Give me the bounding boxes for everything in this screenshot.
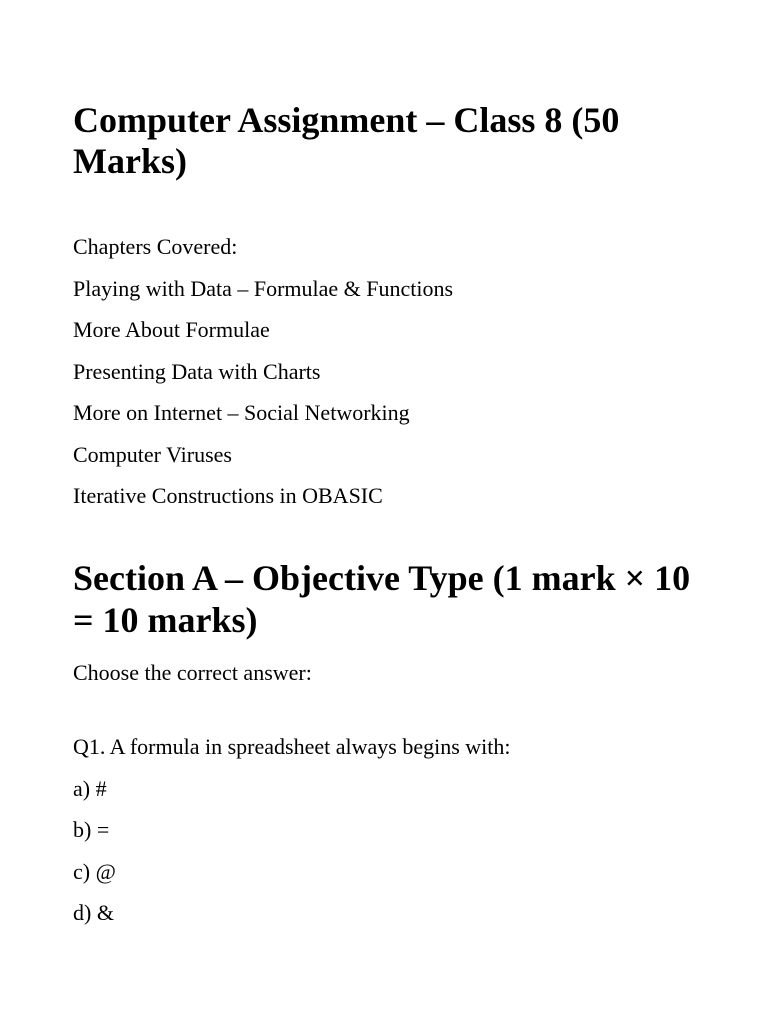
answer-option: a) # [73,775,107,801]
section-instruction: Choose the correct answer: [73,660,312,685]
answer-option: d) & [73,900,114,925]
chapter-item: Computer Viruses [73,441,232,467]
question-1 [73,733,713,926]
section-a-title: Section A – Objective Type (1 mark × 10 = 10 marks) [73,558,691,640]
chapter-item: Iterative Constructions in OBASIC [73,483,383,508]
chapter-item: Playing with Data – Formulae & Functions [73,275,454,301]
chapters-heading: Chapters Covered: [73,234,238,259]
answer-option: b) = [73,817,110,842]
chapter-item: Presenting Data with Charts [73,358,321,384]
page-title: Computer Assignment – Class 8 (50 Marks) [73,100,620,181]
answer-option: c) @ [73,858,116,884]
question-text: Q1. A formula in spreadsheet always begins with: [73,734,511,759]
chapters-list [73,233,713,509]
chapter-item: More on Internet – Social Networking [73,400,410,425]
chapter-item: More About Formulae [73,317,270,342]
